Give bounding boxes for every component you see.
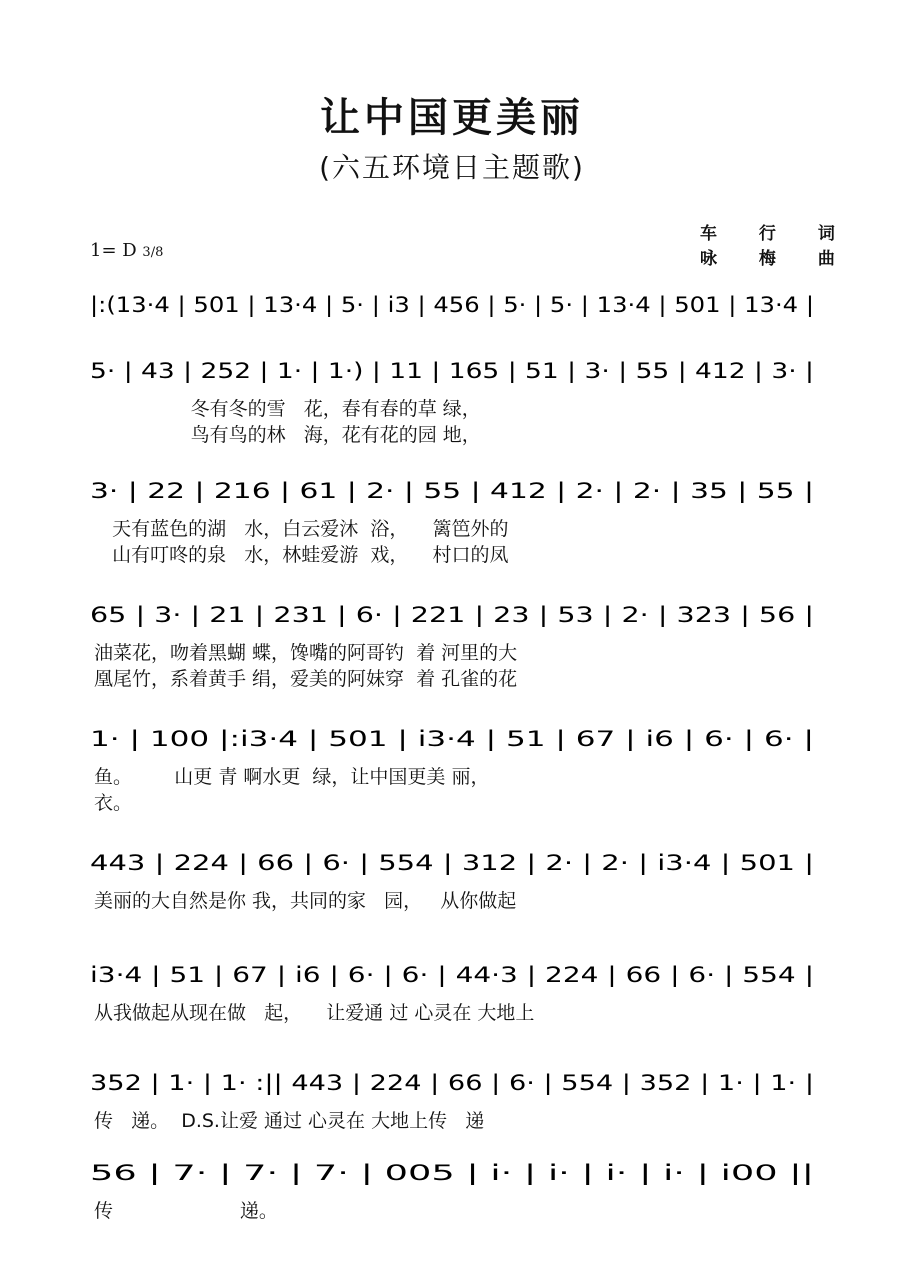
lyric-line: 鸟有鸟的林 海，花有花的园 地， <box>94 424 481 446</box>
notation-svg <box>88 840 818 884</box>
notation-text: 56 | 7· | 7· | 7· | 005 | i· | i· | i· | i· | i00 || <box>90 1161 505 1185</box>
lyric-line: 冬有冬的雪 花，春有春的草 绿， <box>94 398 481 420</box>
notation-line <box>88 716 818 760</box>
notation-svg <box>88 348 818 392</box>
lyricist-credit: 车 行 词 <box>700 224 853 244</box>
lyric-line: 衣。 <box>94 792 133 814</box>
key-signature <box>90 240 163 261</box>
notation-svg <box>88 1060 818 1104</box>
notation-text: 352 | 1· | 1· :|| 443 | 224 | 66 | 6· | 554 | 352 | 1· | 1· | <box>90 1071 650 1095</box>
notation-svg <box>88 952 818 996</box>
notation-svg <box>88 1150 818 1194</box>
lyric-line: 美丽的大自然是你 我，共同的家 园， 从你做起 <box>94 890 517 912</box>
credits <box>700 222 853 272</box>
notation-text: 1· | 100 |:i3·4 | 501 | i3·4 | 51 | 67 | i6 | 6· | 6· | <box>90 727 580 751</box>
notation-line <box>88 592 818 636</box>
lyric-line: 山有叮咚的泉 水，林蛙爱游 戏， 村口的凤 <box>94 544 509 566</box>
notation-text: 443 | 224 | 66 | 6· | 554 | 312 | 2· | 2· | i3·4 | 501 | <box>90 851 615 875</box>
lyric-line: 传 递。 <box>94 1200 278 1222</box>
notation-line <box>88 840 818 884</box>
notation-svg <box>88 716 818 760</box>
lyric-line: 油菜花，吻着黑蝴 蝶，馋嘴的阿哥钓 着 河里的大 <box>94 642 518 664</box>
notation-svg <box>88 282 818 326</box>
notation-line <box>88 952 818 996</box>
lyric-line: 天有蓝色的湖 水，白云爱沐 浴， 篱笆外的 <box>94 518 509 540</box>
notation-text: |:(13·4 | 501 | 13·4 | 5· | i3 | 456 | 5· | 5· | 13·4 | 501 | 13·4 | <box>90 293 717 317</box>
notation-line <box>88 348 818 392</box>
notation-svg <box>88 592 818 636</box>
notation-line <box>88 1060 818 1104</box>
notation-text: 65 | 3· | 21 | 231 | 6· | 221 | 23 | 53 | 2· | 323 | 56 | <box>90 603 622 627</box>
notation-line <box>88 468 818 512</box>
notation-svg <box>88 468 818 512</box>
lyric-line: 凰尾竹，系着黄手 绢，爱美的阿妹穿 着 孔雀的花 <box>94 668 518 690</box>
lyric-line: 鱼。 山更 青 啊水更 绿，让中国更美 丽， <box>94 766 490 788</box>
composer-credit: 咏 梅 曲 <box>700 249 853 269</box>
notation-line <box>88 282 818 326</box>
song-subtitle: (六五环境日主题歌) <box>319 151 585 184</box>
key-label: 1= D <box>90 240 137 261</box>
notation-text: 5· | 43 | 252 | 1· | 1·) | 11 | 165 | 51 | 3· | 55 | 412 | 3· | <box>90 359 664 383</box>
time-signature: 3/8 <box>142 245 164 260</box>
notation-text: i3·4 | 51 | 67 | i6 | 6· | 6· | 44·3 | 224 | 66 | 6· | 554 | <box>90 963 634 987</box>
lyric-line: 传 递。 D.S.让爱 通过 心灵在 大地上传 递 <box>94 1110 485 1132</box>
lyric-line: 从我做起从现在做 起， 让爱通 过 心灵在 大地上 <box>94 1002 535 1024</box>
song-title: 让中国更美丽 <box>320 95 584 141</box>
notation-line <box>88 1150 818 1194</box>
notation-text: 3· | 22 | 216 | 61 | 2· | 55 | 412 | 2· | 2· | 35 | 55 | <box>90 479 602 503</box>
